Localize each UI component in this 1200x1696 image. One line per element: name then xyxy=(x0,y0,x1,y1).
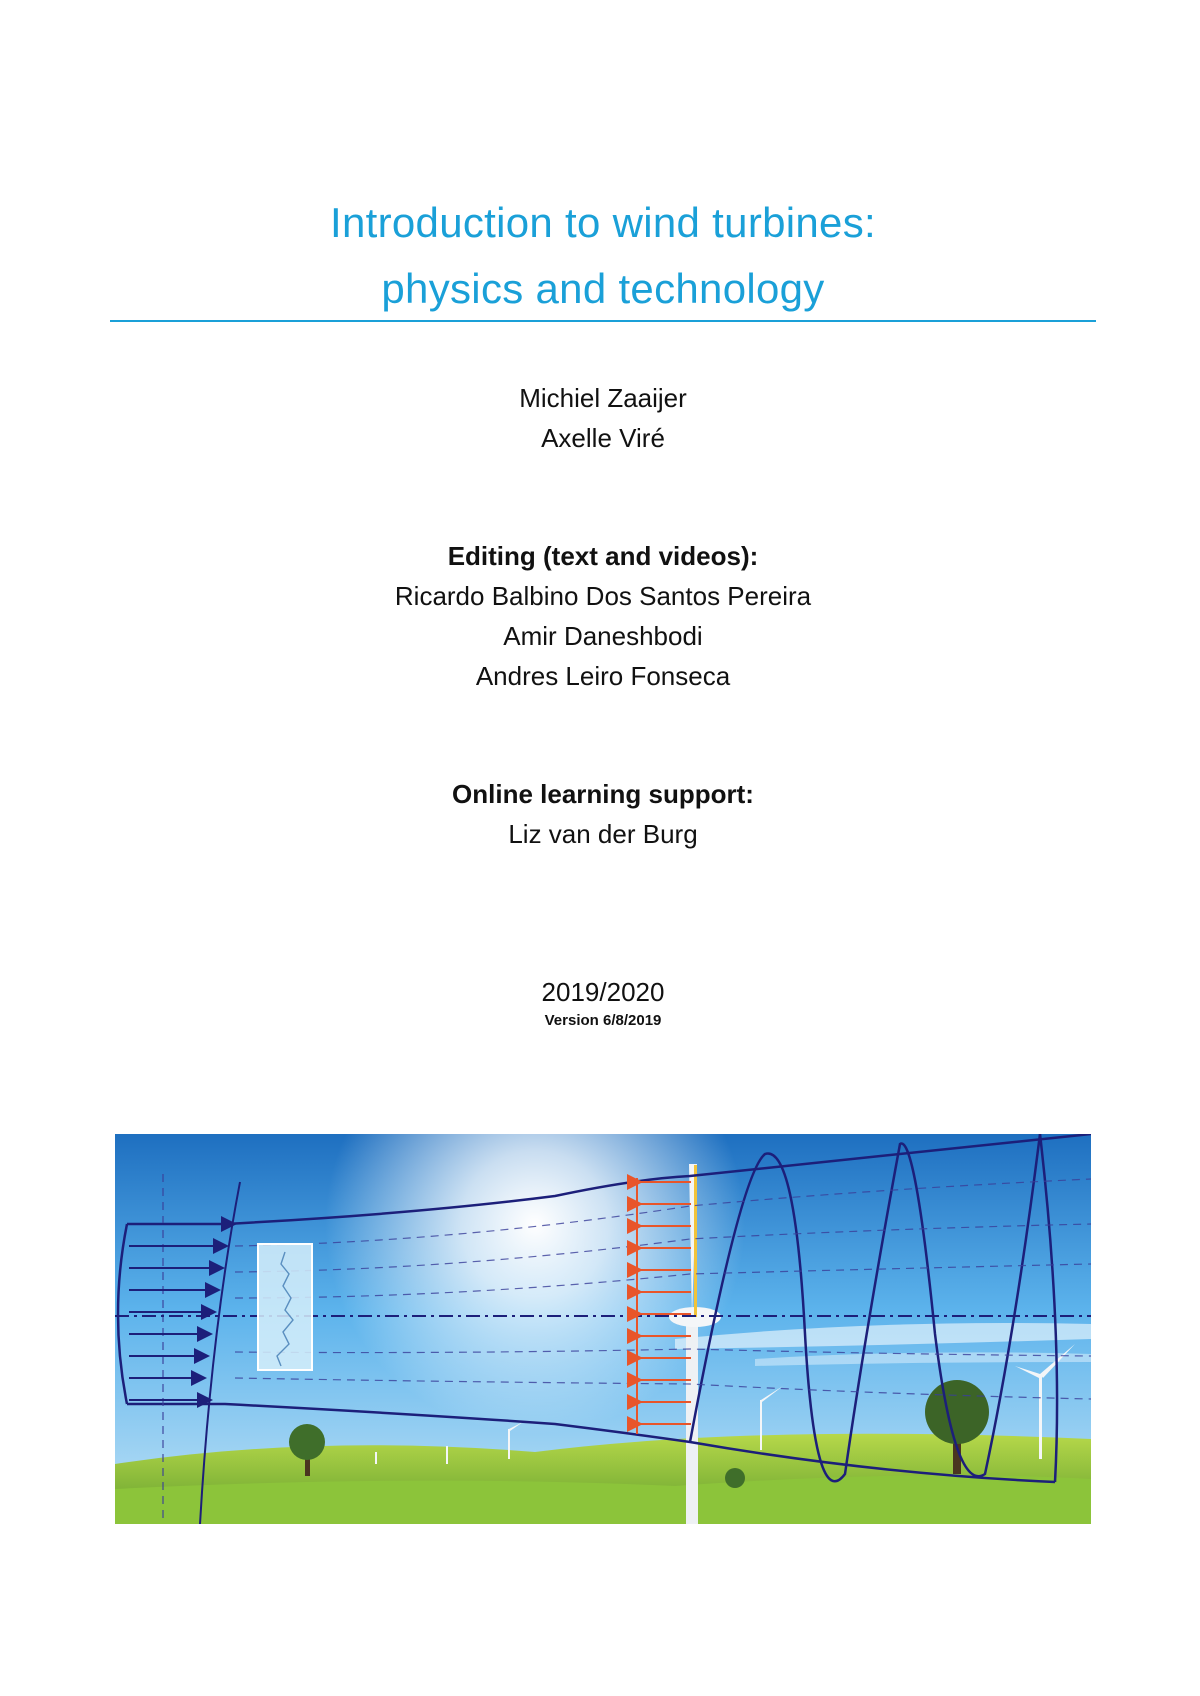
academic-year: 2019/2020 xyxy=(541,977,665,1007)
editor-name: Andres Leiro Fonseca xyxy=(475,661,731,691)
authors-block xyxy=(110,378,1096,458)
editing-block xyxy=(110,536,1096,696)
cover-illustration xyxy=(115,1134,1091,1524)
author-name: Michiel Zaaijer xyxy=(519,383,687,413)
title-line-1: Introduction to wind turbines: xyxy=(330,199,876,246)
editor-name: Amir Daneshbodi xyxy=(503,621,703,651)
wind-signal-panel xyxy=(258,1244,312,1370)
editor-name: Ricardo Balbino Dos Santos Pereira xyxy=(394,581,812,611)
document-title xyxy=(110,190,1096,322)
support-heading: Online learning support: xyxy=(452,779,754,809)
editing-heading: Editing (text and videos): xyxy=(447,541,759,571)
support-name: Liz van der Burg xyxy=(508,819,698,849)
version-label: Version 6/8/2019 xyxy=(544,1012,662,1029)
title-divider xyxy=(110,320,1096,322)
support-block xyxy=(110,774,1096,854)
author-name: Axelle Viré xyxy=(541,423,665,453)
title-line-2: physics and technology xyxy=(381,265,825,312)
